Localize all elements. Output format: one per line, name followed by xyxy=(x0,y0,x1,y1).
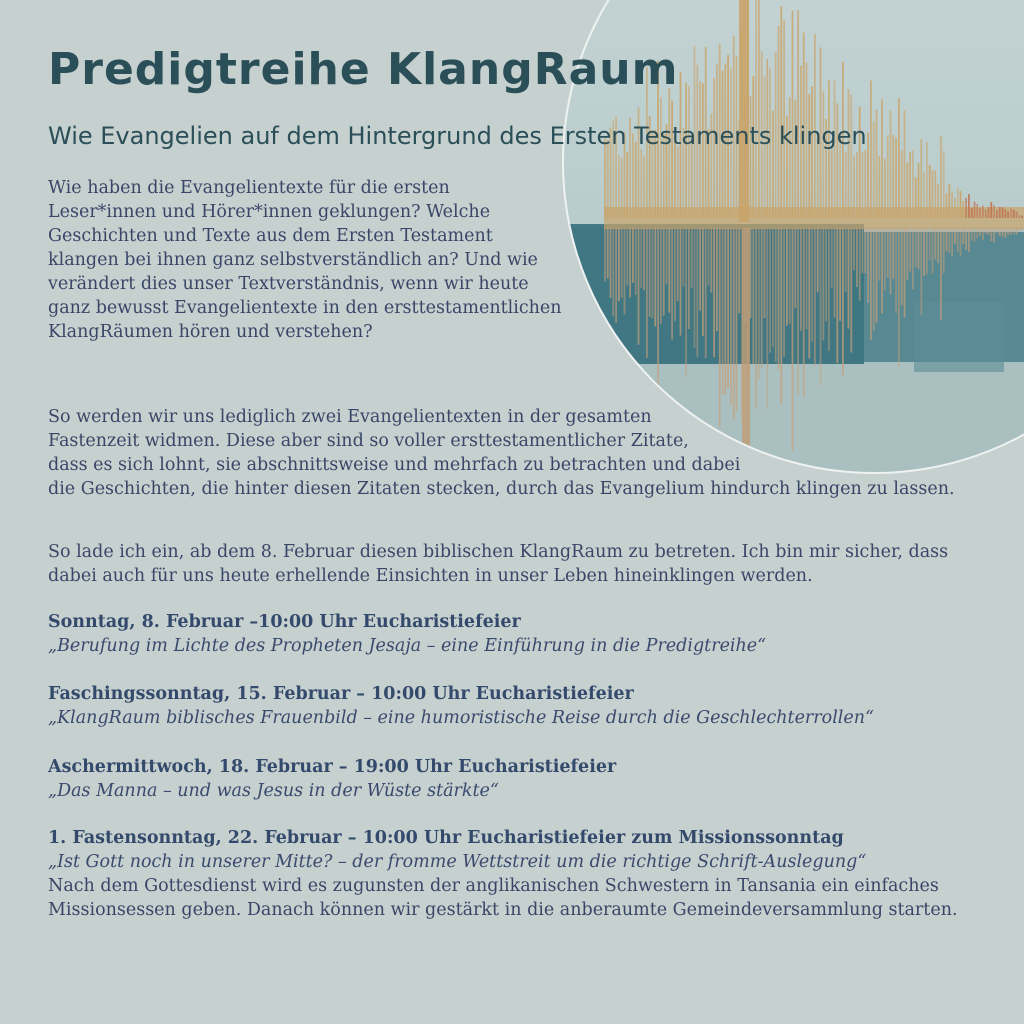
art-reflection-streak xyxy=(954,228,956,244)
art-streak xyxy=(934,170,936,218)
art-streak xyxy=(1002,207,1004,218)
art-streak xyxy=(1007,211,1009,218)
art-reflection-streak xyxy=(982,228,984,241)
art-reflection-streak xyxy=(870,228,872,340)
art-reflection-streak xyxy=(1007,228,1009,235)
art-streak xyxy=(906,163,908,218)
art-reflection-streak xyxy=(643,228,645,290)
art-reflection-streak xyxy=(727,228,729,388)
art-reflection-streak xyxy=(789,228,791,324)
art-reflection-streak xyxy=(652,228,654,318)
art-streak xyxy=(990,202,992,218)
art-reflection-streak xyxy=(629,228,631,297)
art-reflection-streak xyxy=(696,228,698,357)
art-reflection-streak xyxy=(929,228,931,260)
art-reflection-streak xyxy=(638,228,640,345)
art-streak xyxy=(688,86,690,218)
art-streak xyxy=(943,151,945,218)
event-item xyxy=(48,610,766,658)
intro-line: KlangRäumen hören und verstehen? xyxy=(48,322,373,342)
art-reflection-streak xyxy=(674,228,676,321)
event-topic: „Das Manna – und was Jesus in der Wüste stärkte“ xyxy=(48,781,499,801)
art-reflection-streak xyxy=(615,228,617,323)
art-reflection-streak xyxy=(937,228,939,263)
art-reflection-streak xyxy=(722,228,724,395)
art-streak xyxy=(867,132,869,218)
art-reflection-streak xyxy=(758,228,760,379)
art-reflection-streak xyxy=(926,228,928,275)
art-reflection-streak xyxy=(806,228,808,329)
art-reflection-streak xyxy=(873,228,875,331)
art-reflection-streak xyxy=(610,228,612,298)
art-reflection-streak xyxy=(881,228,883,314)
art-streak xyxy=(968,194,970,218)
art-streak xyxy=(918,163,920,218)
art-reflection-streak xyxy=(912,228,914,289)
art-reflection-streak xyxy=(817,228,819,292)
art-reflection-streak xyxy=(932,228,934,274)
art-reflection-streak xyxy=(901,228,903,305)
art-streak xyxy=(635,142,637,218)
art-reflection-streak xyxy=(626,228,628,285)
art-reflection-streak xyxy=(976,228,978,238)
art-reflection-streak xyxy=(632,228,634,283)
art-reflection-streak xyxy=(856,228,858,287)
art-reflection-streak xyxy=(822,228,824,341)
art-streak xyxy=(618,155,620,218)
art-reflection-streak xyxy=(904,228,906,317)
art-streak xyxy=(873,121,875,218)
art-streak xyxy=(962,201,964,218)
lent-line: So werden wir uns lediglich zwei Evangelientexten in der gesamten xyxy=(48,407,652,427)
art-reflection-streak xyxy=(621,228,623,298)
art-streak xyxy=(783,20,785,218)
art-streak xyxy=(845,152,847,218)
art-reflection-streak xyxy=(940,228,942,321)
art-reflection-streak xyxy=(710,228,712,293)
art-reflection-streak xyxy=(957,228,959,252)
art-reflection-streak xyxy=(979,228,981,236)
art-streak xyxy=(890,110,892,218)
art-reflection-streak xyxy=(769,228,771,353)
art-reflection-streak xyxy=(839,228,841,321)
art-reflection-streak xyxy=(646,228,648,358)
art-streak xyxy=(1013,210,1015,218)
page-title: Predigtreihe KlangRaum xyxy=(48,44,679,95)
art-streak xyxy=(797,10,799,218)
art-streak xyxy=(1018,215,1020,218)
art-streak xyxy=(811,86,813,218)
art-reflection-streak xyxy=(836,228,838,363)
intro-line: verändert dies unser Textverständnis, wenn wir heute xyxy=(48,274,529,294)
art-reflection-streak xyxy=(680,228,682,336)
art-streak xyxy=(604,138,606,218)
intro-line: Geschichten und Texte aus dem Ersten Testament xyxy=(48,226,493,246)
art-reflection-streak xyxy=(705,228,707,358)
intro-line: klangen bei ihnen ganz selbstverständlich an? Und wie xyxy=(48,250,538,270)
art-streak xyxy=(671,101,673,218)
art-streak xyxy=(850,95,852,218)
art-streak xyxy=(789,97,791,218)
art-reflection-streak xyxy=(766,228,768,409)
art-reflection-streak xyxy=(948,228,950,253)
event-heading: Faschingssonntag, 15. Februar – 10:00 Uhr Eucharistiefeier xyxy=(48,684,634,704)
art-reflection-streak xyxy=(890,228,892,294)
art-reflection-streak xyxy=(934,228,936,259)
event-heading: Sonntag, 8. Februar –10:00 Uhr Eucharistiefeier xyxy=(48,612,521,632)
art-reflection-streak xyxy=(814,228,816,366)
art-spire xyxy=(739,0,749,222)
art-reflection-streak xyxy=(635,228,637,295)
art-reflection-streak xyxy=(848,228,850,329)
art-streak xyxy=(1010,208,1012,218)
art-reflection-streak xyxy=(898,228,900,367)
art-streak xyxy=(901,150,903,218)
art-reflection-streak xyxy=(965,228,967,250)
art-reflection-streak xyxy=(607,228,609,278)
art-reflection-streak xyxy=(1013,228,1015,234)
art-reflection-streak xyxy=(660,228,662,324)
art-streak xyxy=(926,142,928,218)
art-reflection-streak xyxy=(604,228,606,281)
art-streak xyxy=(996,210,998,218)
art-reflection-streak xyxy=(876,228,878,323)
art-reflection-streak xyxy=(685,228,687,377)
art-reflection-streak xyxy=(708,228,710,286)
event-topic: „Ist Gott noch in unserer Mitte? – der fromme Wettstreit um die richtige Schrift-Auslegung“ xyxy=(48,852,867,872)
art-streak xyxy=(836,103,838,218)
invitation-line: dabei auch für uns heute erhellende Einsichten in unser Leben hineinklingen werden. xyxy=(48,566,813,586)
art-streak xyxy=(912,151,914,218)
art-reflection-streak xyxy=(716,228,718,331)
art-reflection-streak xyxy=(1016,228,1018,234)
art-reflection-streak xyxy=(736,228,738,411)
art-reflection-streak xyxy=(811,228,813,342)
art-reflection-streak xyxy=(761,228,763,368)
art-streak xyxy=(993,205,995,218)
art-reflection-streak xyxy=(663,228,665,316)
art-reflection-streak xyxy=(654,228,656,326)
art-streak xyxy=(982,206,984,218)
art-streak xyxy=(887,135,889,218)
art-reflection-streak xyxy=(786,228,788,326)
art-reflection-streak xyxy=(915,228,917,267)
art-streak xyxy=(870,80,872,218)
art-streak xyxy=(864,150,866,218)
intro-line: ganz bewusst Evangelientexte in den ersttestamentlichen xyxy=(48,298,562,318)
art-reflection-streak xyxy=(668,228,670,313)
art-streak xyxy=(951,191,953,218)
invitation-line: So lade ich ein, ab dem 8. Februar diesen biblischen KlangRaum zu betreten. Ich bin mir sicher, dass xyxy=(48,542,949,562)
art-streak xyxy=(960,191,962,218)
art-streak xyxy=(974,202,976,218)
art-reflection-streak xyxy=(988,228,990,235)
art-reflection-streak xyxy=(996,228,998,233)
art-streak xyxy=(853,156,855,218)
art-reflection-streak xyxy=(862,228,864,273)
art-reflection-streak xyxy=(775,228,777,362)
art-streak xyxy=(915,178,917,218)
art-reflection-streak xyxy=(808,228,810,359)
art-streak xyxy=(878,156,880,218)
art-streak xyxy=(892,135,894,218)
event-heading: 1. Fastensonntag, 22. Februar – 10:00 Uhr Eucharistiefeier zum Missionssonntag xyxy=(48,828,844,848)
art-streak xyxy=(881,99,883,218)
art-reflection-streak xyxy=(834,228,836,318)
art-reflection-streak xyxy=(797,228,799,394)
art-reflection-streak xyxy=(859,228,861,301)
art-streak xyxy=(948,184,950,218)
art-reflection-streak xyxy=(1010,228,1012,234)
art-reflection-streak xyxy=(974,228,976,242)
art-reflection-streak xyxy=(738,228,740,313)
art-streak xyxy=(999,207,1001,218)
art-reflection-streak xyxy=(694,228,696,348)
art-streak xyxy=(808,94,810,218)
intro-line: Wie haben die Evangelientexte für die ersten xyxy=(48,178,450,198)
art-reflection-streak xyxy=(794,228,796,308)
art-streak xyxy=(668,88,670,218)
art-streak xyxy=(923,172,925,218)
art-streak xyxy=(660,97,662,218)
art-reflection-streak xyxy=(971,228,973,240)
art-reflection-streak xyxy=(985,228,987,233)
art-reflection-streak xyxy=(772,228,774,347)
art-streak xyxy=(895,138,897,218)
art-reflection-streak xyxy=(713,228,715,357)
event-topic: „Berufung im Lichte des Propheten Jesaja – eine Einführung in die Predigtreihe“ xyxy=(48,636,767,656)
art-reflection-streak xyxy=(657,228,659,393)
lent-line: die Geschichten, die hinter diesen Zitaten stecken, durch das Evangelium hindurch klingen zu lassen. xyxy=(48,479,955,499)
art-reflection-streak xyxy=(671,228,673,340)
art-reflection-streak xyxy=(850,228,852,353)
art-streak xyxy=(862,152,864,218)
art-reflection-streak xyxy=(960,228,962,256)
art-reflection-streak xyxy=(688,228,690,329)
art-reflection-streak xyxy=(1002,228,1004,237)
art-reflection-streak xyxy=(764,228,766,318)
art-reflection-streak xyxy=(803,228,805,398)
event-topic: „KlangRaum biblisches Frauenbild – eine humoristische Reise durch die Geschlechterrollen“ xyxy=(48,708,874,728)
art-reflection-streak xyxy=(699,228,701,311)
art-streak xyxy=(607,140,609,218)
event-item xyxy=(48,682,874,730)
art-streak xyxy=(979,208,981,218)
art-streak xyxy=(909,152,911,218)
intro-paragraph xyxy=(48,176,562,344)
art-reflection-streak xyxy=(864,228,866,273)
art-reflection-streak xyxy=(842,228,844,375)
art-streak xyxy=(702,83,704,218)
art-reflection-streak xyxy=(892,228,894,279)
art-streak xyxy=(1021,216,1023,218)
invitation-paragraph xyxy=(48,540,948,588)
art-streak xyxy=(677,147,679,218)
event-item xyxy=(48,755,616,803)
art-reflection-streak xyxy=(845,228,847,292)
art-reflection-streak xyxy=(702,228,704,336)
art-reflection-streak xyxy=(724,228,726,394)
art-reflection-streak xyxy=(909,228,911,271)
art-streak xyxy=(876,110,878,218)
art-streak xyxy=(794,100,796,218)
art-reflection-streak xyxy=(752,228,754,364)
art-reflection-streak xyxy=(1021,228,1023,231)
art-streak xyxy=(822,92,824,218)
art-teal-block xyxy=(914,302,1004,372)
art-reflection-streak xyxy=(778,228,780,370)
art-reflection-streak xyxy=(884,228,886,291)
art-streak xyxy=(985,210,987,218)
art-streak xyxy=(1016,212,1018,218)
art-reflection-streak xyxy=(1004,228,1006,238)
art-streak xyxy=(965,198,967,218)
page-subtitle: Wie Evangelien auf dem Hintergrund des Ersten Testaments klingen xyxy=(48,122,867,150)
art-reflection-streak xyxy=(666,228,668,284)
art-streak xyxy=(920,139,922,218)
art-reflection-streak xyxy=(800,228,802,331)
art-streak xyxy=(898,98,900,218)
art-reflection-streak xyxy=(993,228,995,243)
art-reflection-streak xyxy=(820,228,822,386)
art-streak xyxy=(750,96,752,218)
art-streak xyxy=(929,165,931,218)
art-streak xyxy=(884,159,886,218)
art-streak xyxy=(626,152,628,218)
art-reflection-streak xyxy=(677,228,679,301)
event-heading: Aschermittwoch, 18. Februar – 19:00 Uhr Eucharistiefeier xyxy=(48,757,617,777)
art-streak xyxy=(755,0,757,218)
art-reflection-streak xyxy=(691,228,693,288)
art-streak xyxy=(685,83,687,218)
art-reflection-streak xyxy=(733,228,735,419)
lent-paragraph xyxy=(48,405,955,501)
art-reflection-streak xyxy=(887,228,889,278)
art-reflection-streak xyxy=(878,228,880,281)
art-reflection-streak xyxy=(825,228,827,321)
art-streak xyxy=(988,207,990,218)
art-reflection-streak xyxy=(962,228,964,244)
art-reflection-streak xyxy=(612,228,614,316)
art-streak xyxy=(621,158,623,218)
event-note-line: Nach dem Gottesdienst wird es zugunsten der anglikanischen Schwestern in Tansania ein einfaches xyxy=(48,876,939,896)
art-streak xyxy=(643,156,645,218)
art-reflection-streak xyxy=(649,228,651,317)
art-reflection-streak xyxy=(719,228,721,427)
art-reflection-streak xyxy=(780,228,782,404)
art-streak xyxy=(1004,209,1006,218)
art-reflection-streak xyxy=(682,228,684,286)
lent-line: dass es sich lohnt, sie abschnittsweise und mehrfach zu betrachten und dabei xyxy=(48,455,741,475)
art-reflection-streak xyxy=(999,228,1001,236)
event-note xyxy=(48,874,958,922)
art-reflection-streak xyxy=(943,228,945,273)
art-reflection-streak xyxy=(951,228,953,257)
art-reflection-streak xyxy=(990,228,992,241)
art-reflection-streak xyxy=(920,228,922,315)
art-reflection-streak xyxy=(1018,228,1020,231)
art-streak xyxy=(817,138,819,218)
art-reflection-streak xyxy=(946,228,948,251)
art-reflection-streak xyxy=(618,228,620,301)
art-streak xyxy=(831,149,833,218)
art-streak xyxy=(780,6,782,218)
art-streak xyxy=(957,188,959,218)
art-streak xyxy=(758,0,760,218)
art-reflection-streak xyxy=(831,228,833,288)
art-reflection-streak xyxy=(755,228,757,409)
art-reflection-streak xyxy=(730,228,732,405)
event-note-line: Missionsessen geben. Danach können wir gestärkt in die anberaumte Gemeindeversammlung starten. xyxy=(48,900,958,920)
art-reflection-streak xyxy=(918,228,920,269)
art-streak xyxy=(940,136,942,218)
intro-line: Leser*innen und Hörer*innen geklungen? Welche xyxy=(48,202,491,222)
art-reflection-streak xyxy=(867,228,869,303)
lent-line: Fastenzeit widmen. Diese aber sind so voller ersttestamentlicher Zitate, xyxy=(48,431,689,451)
art-streak xyxy=(971,208,973,218)
art-streak xyxy=(904,110,906,218)
art-reflection-streak xyxy=(853,228,855,270)
art-reflection-streak xyxy=(828,228,830,351)
art-reflection-streak xyxy=(624,228,626,314)
art-reflection-streak xyxy=(968,228,970,252)
art-reflection-streak xyxy=(640,228,642,288)
art-streak xyxy=(954,198,956,218)
art-reflection-streak xyxy=(906,228,908,280)
art-streak xyxy=(937,184,939,218)
art-streak xyxy=(932,170,934,218)
art-streak xyxy=(848,89,850,218)
art-reflection-streak xyxy=(923,228,925,276)
art-reflection-streak xyxy=(783,228,785,357)
event-item xyxy=(48,826,958,922)
art-streak xyxy=(946,193,948,218)
art-streak xyxy=(976,204,978,218)
art-reflection-streak xyxy=(895,228,897,313)
art-streak xyxy=(792,11,794,218)
art-streak xyxy=(856,152,858,218)
art-streak xyxy=(640,149,642,218)
